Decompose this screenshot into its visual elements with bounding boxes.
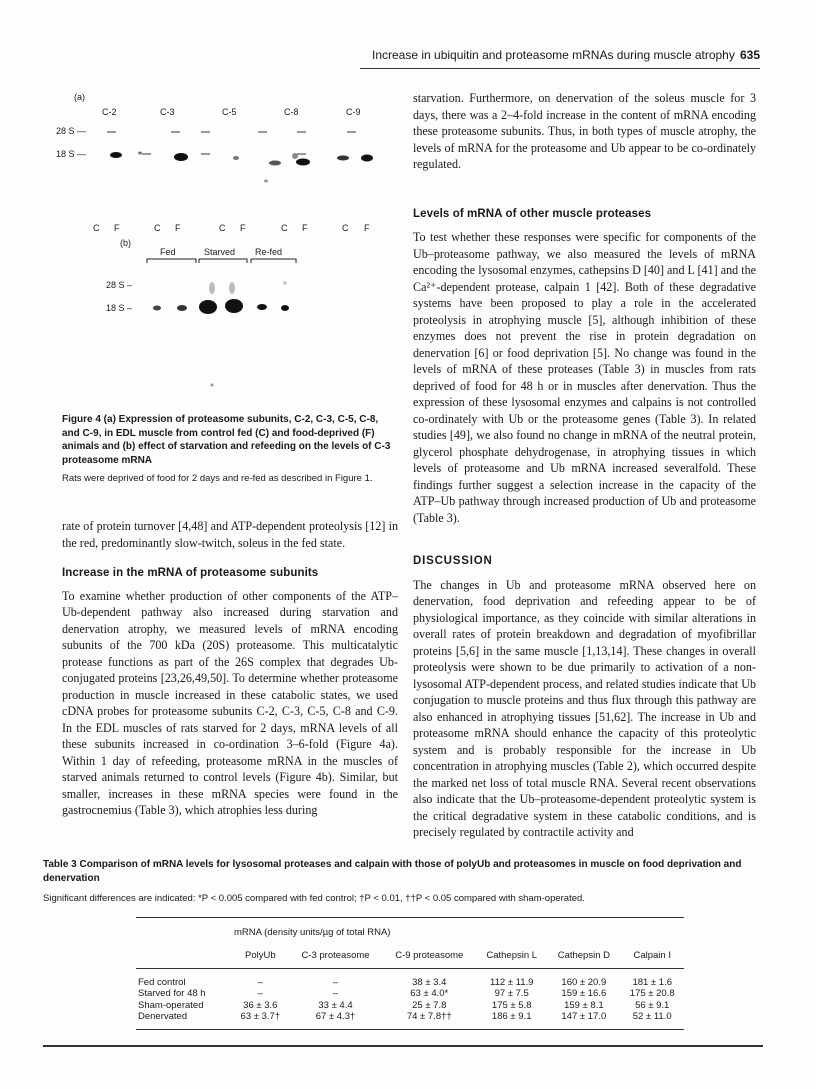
cf-label: F — [364, 223, 370, 233]
lane-label: C-2 — [102, 107, 117, 117]
row-label: Denervated — [136, 1011, 232, 1029]
table-cell: 74 ± 7.8†† — [382, 1011, 476, 1029]
table-cell: 181 ± 1.6 — [632, 976, 672, 988]
table-cell: – — [332, 976, 339, 988]
running-title: Increase in ubiquitin and proteasome mRNAs during muscle atrophy — [372, 48, 735, 62]
table-row — [136, 1000, 684, 1012]
cf-label: C — [154, 223, 161, 233]
table-cell: 52 ± 11.0 — [620, 1011, 684, 1029]
table-cell: 175 ± 5.8 — [491, 999, 532, 1011]
group-brackets — [62, 253, 398, 273]
column-header: PolyUb — [232, 940, 289, 968]
figure-caption: Figure 4 (a) Expression of proteasome subunits, C-2, C-3, C-5, C-8, and C-9, in EDL muscle from control fed (C) and food-deprived (F) animals and (b) effect of starvation and refeeding on the levels of C-3 proteasome mRNA — [62, 414, 391, 466]
table-3-note: Significant differences are indicated: *P < 0.005 compared with fed control; †P < 0.01, ††P < 0.05 compared with sham-operated. — [43, 893, 585, 904]
panel-b-label: (b) — [120, 238, 131, 248]
group-label-starved: Starved — [204, 247, 236, 257]
figure-4 — [55, 88, 398, 398]
marker-28s: 28 S – — [105, 280, 132, 290]
table-cell: 159 ± 8.1 — [564, 999, 604, 1011]
table-cell: 147 ± 17.0 — [547, 1011, 620, 1029]
table-cell: 36 ± 3.6 — [243, 999, 278, 1011]
page-number: 635 — [739, 48, 760, 62]
paragraph: To test whether these responses were specific for components of the Ub–proteasome pathway, we also measured the levels of mRNA encoding the lysosomal enzymes, cathepsins D [40] and L [41] and the Ca²⁺-dependent protease, calpain 1 [42]. Both of these degradative systems have been proposed to play a role in the accelerated proteolysis in atrophying muscle [5], although inhibition of these enzymes does not prevent the rise in protein degradation on denervation [6] or food deprivation [5]. No change was found in the levels of mRNA of these proteases (Table 3) in muscles from rats deprived of food for 48 h or in muscles after denervation. Thus the expression of these lysosomal enzymes and calpains is not controlled co-ordinately with Ub or the proteasome genes (Table 3). In related studies [49], we also found no change in mRNA of the neutral protein, glycerol phosphate dehydrogenase, in atrophying tissues in which levels of proteasome and Ub mRNA increased severalfold. These findings further suggest a selection increase in the capacity of the ATP–Ub pathway through increased production of Ub and proteasome (Table 3). — [413, 230, 756, 525]
table-row — [136, 988, 684, 1000]
table-cell: 38 ± 3.4 — [412, 976, 447, 988]
table-cell: 63 ± 4.0* — [410, 988, 449, 1000]
column-header: Cathepsin D — [547, 940, 620, 968]
row-label: Sham-operated — [138, 999, 204, 1011]
table-cell: 175 ± 20.8 — [629, 988, 675, 1000]
table-row — [136, 1011, 684, 1029]
panel-a-label: (a) — [74, 92, 85, 102]
table-cell: – — [257, 988, 263, 1000]
cf-label: C — [93, 223, 100, 233]
table-3 — [136, 917, 684, 1030]
header-rule — [360, 68, 760, 69]
column-header: Calpain I — [620, 940, 684, 968]
paragraph: rate of protein turnover [4,48] and ATP-dependent proteolysis [12] in the red, predominantly slow-twitch, soleus in the fed state. — [62, 519, 398, 550]
table-3-title: Table 3 Comparison of mRNA levels for lysosomal proteases and calpain with those of polyUb and proteasomes in muscle on food deprivation and denervation — [43, 859, 742, 884]
paragraph: To examine whether production of other components of the ATP–Ub-dependent pathway also increased during starvation and denervation atrophy, we measured levels of mRNA encoding subunits of the 700 kDa (20S) proteasome. This multicatalytic protease functions as part of the 26S complex that degrades Ub-conjugated proteins [23,26,49,50]. To determine whether proteasome production in muscle increased in these catabolic states, we used cDNA probes for proteasome subunits C-2, C-3, C-5, C-8 and C-9. In the EDL muscles of rats starved for 2 days, mRNA levels of all these subunits increased in co-ordination 3–6-fold (Figure 4a). Within 1 day of refeeding, proteasome mRNA in the muscles of starved animals returned to control levels (Figure 4b). Similar, but smaller, increases in these mRNA species were found in the gastrocnemius (Table 3), which atrophies less during — [62, 588, 398, 817]
lane-label: C-3 — [160, 107, 175, 117]
table-cell: 56 ± 9.1 — [635, 999, 670, 1011]
lane-label: C-5 — [222, 107, 237, 117]
table-row — [136, 968, 684, 988]
cf-label: C — [219, 223, 226, 233]
table-cell: 25 ± 7.8 — [412, 999, 447, 1011]
cf-label: F — [302, 223, 308, 233]
right-column — [413, 90, 756, 841]
bottom-rule — [43, 1045, 763, 1047]
row-label: Fed control — [138, 976, 186, 988]
lane-label: C-8 — [284, 107, 299, 117]
table-cell: 159 ± 16.6 — [561, 988, 607, 1000]
lane-label: C-9 — [346, 107, 361, 117]
section-heading: Levels of mRNA of other muscle proteases — [413, 207, 652, 220]
marker-28s: 28 S — — [55, 126, 86, 136]
table-cell: 63 ± 3.7† — [232, 1011, 289, 1029]
table-cell: – — [332, 988, 339, 1000]
cf-label: C — [281, 223, 288, 233]
blot-image-b — [62, 273, 398, 393]
paragraph: The changes in Ub and proteasome mRNA observed here on denervation, food deprivation and refeeding appear to be of physiological importance, as they coincide with similar alterations in overall rates of protein breakdown and degradation of myofibrillar proteins [5,6] in the same muscle [1,13,14]. These changes in overall proteolysis were shown to be due primarily to activation of a non-lysosomal ATP-dependent process, and related studies indicate that Ub conjugation to muscle proteins and thus flux through this pathway are also enhanced in atrophying tissues [51,62]. The increase in Ub and proteasome mRNA should enhance the capacity of this proteolytic system and is probably responsible for the increase in Ub concentration in atrophying muscles (Table 2), which occurred despite the marked net loss of total muscle RNA. Several recent observations also indicate that the Ub–proteasome-dependent proteolytic system is the critical degradative system in these catabolic conditions, and is precisely regulated by contractile activity and — [413, 577, 756, 839]
row-label: Starved for 48 h — [138, 988, 206, 1000]
blot-image-a — [62, 118, 398, 228]
paragraph: starvation. Furthermore, on denervation of the soleus muscle for 3 days, there was a 2–4-fold increase in the content of mRNA encoding these proteasome subunits. Thus, in both types of muscle atrophy, the levels of mRNA for the proteasome and Ub appear to be co-ordinately regulated. — [413, 91, 756, 171]
cf-label: F — [240, 223, 246, 233]
group-label-fed: Fed — [160, 247, 176, 257]
figure-note: Rats were deprived of food for 2 days and re-fed as described in Figure 1. — [62, 473, 373, 484]
section-heading: Increase in the mRNA of proteasome subunits — [62, 567, 319, 579]
column-header: C-9 proteasome — [382, 940, 476, 968]
table-cell: 33 ± 4.4 — [318, 999, 353, 1011]
cf-label: F — [175, 223, 181, 233]
left-column — [62, 518, 398, 819]
cf-label: C — [342, 223, 349, 233]
table-cell: 112 ± 11.9 — [489, 976, 534, 988]
discussion-heading: DISCUSSION — [413, 555, 493, 567]
column-header: Cathepsin L — [476, 940, 547, 968]
group-label-refed: Re-fed — [255, 247, 283, 257]
table-cell: 97 ± 7.5 — [494, 988, 529, 1000]
table-cell: – — [257, 976, 263, 988]
column-header: C-3 proteasome — [289, 940, 383, 968]
cf-label: F — [114, 223, 120, 233]
table-units: mRNA (density units/µg of total RNA) — [232, 918, 684, 941]
marker-18s: 18 S – — [105, 303, 132, 313]
table-cell: 160 ± 20.9 — [561, 976, 607, 988]
marker-18s: 18 S — — [55, 149, 86, 159]
table-cell: 186 ± 9.1 — [476, 1011, 547, 1029]
table-cell: 67 ± 4.3† — [289, 1011, 383, 1029]
